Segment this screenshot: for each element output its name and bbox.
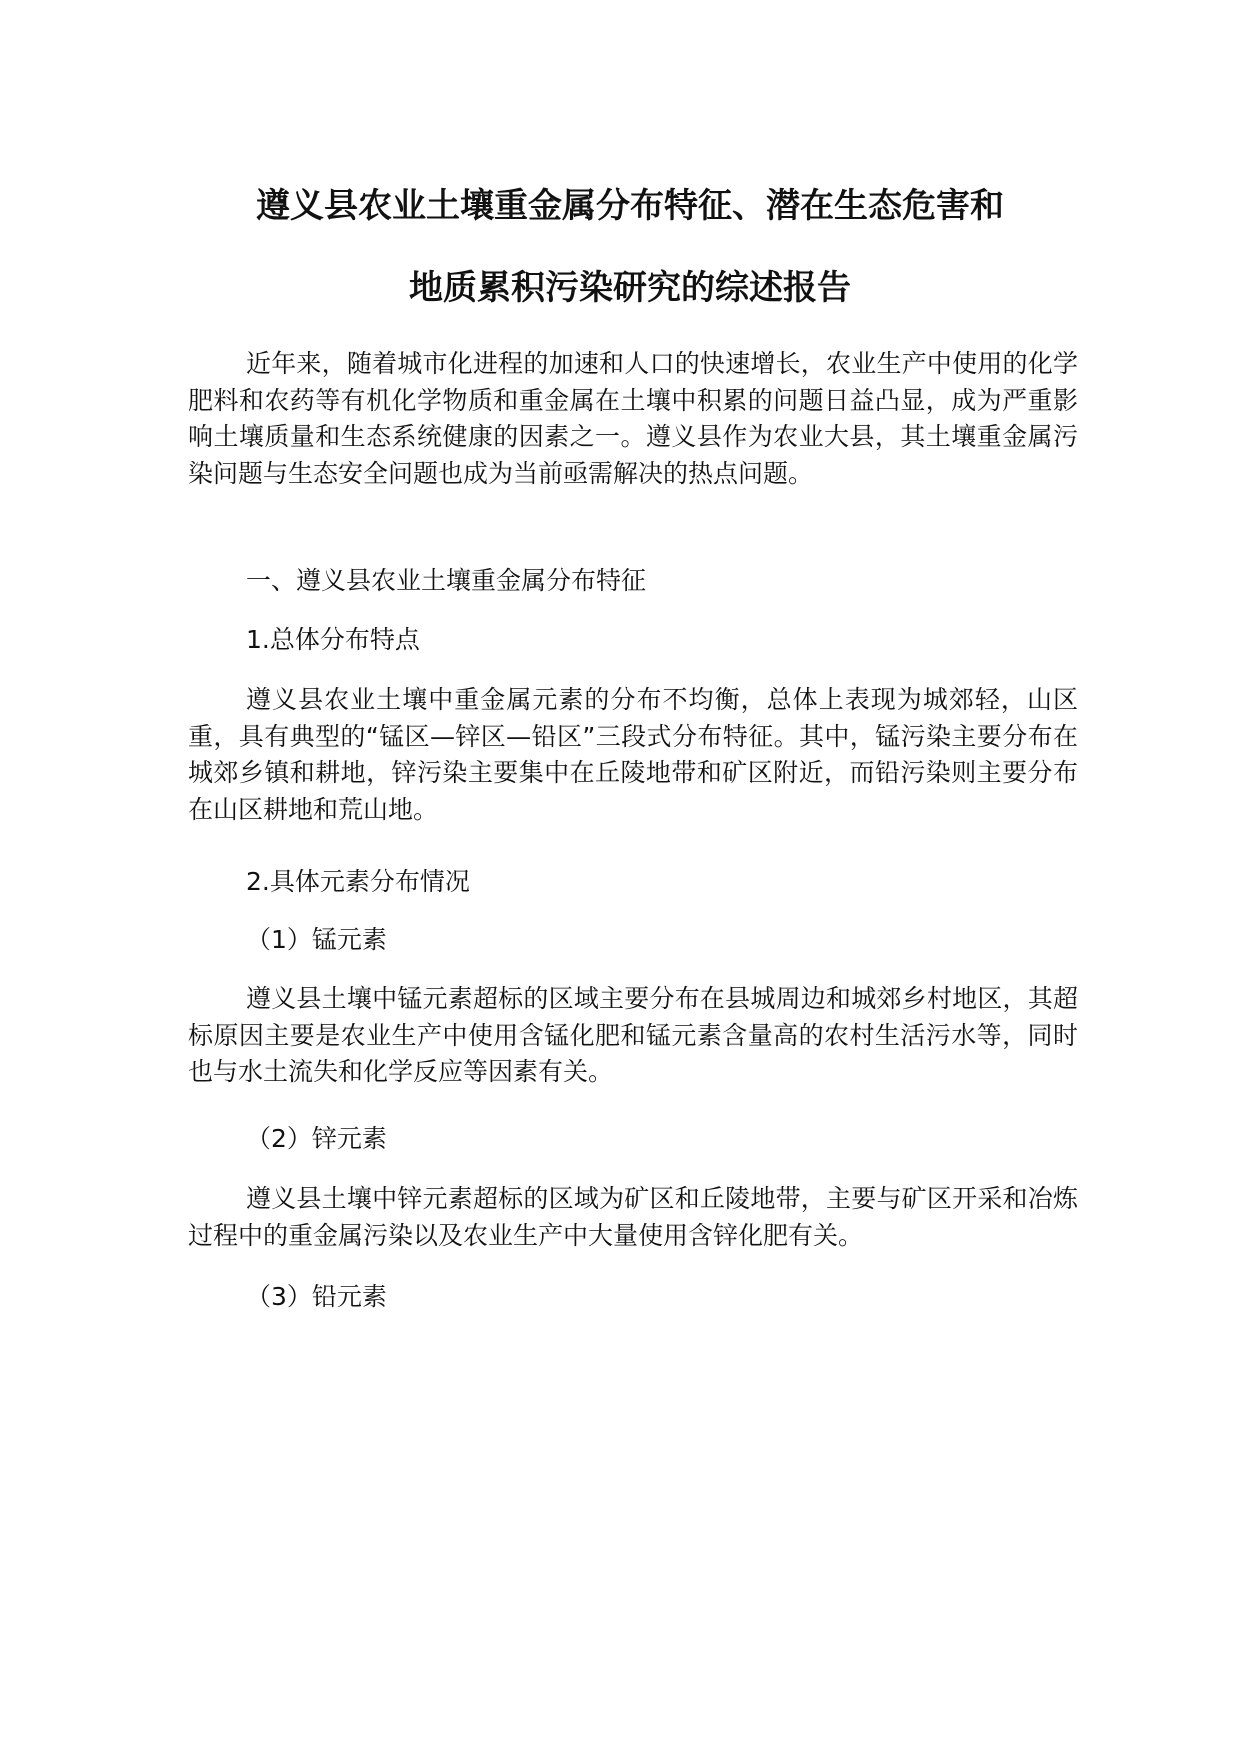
lead-heading: （3）铅元素 — [246, 1282, 387, 1311]
intro-paragraph: 近年来，随着城市化进程的加速和人口的快速增长，农业生产中使用的化学肥料和农药等有机化学物质和重金属在土壤中积累的问题日益凸显，成为严重影响土壤质量和生态系统健康的因素之一。遵义县作为农业大县，其土壤重金属污染问题与生态安全问题也成为当前亟需解决的热点问题。 — [188, 349, 1078, 488]
manganese-heading: （1）锰元素 — [246, 925, 387, 954]
document-title-line-2: 地质累积污染研究的综述报告 — [409, 268, 851, 308]
document-title-line-1: 遵义县农业土壤重金属分布特征、潜在生态危害和 — [256, 186, 1004, 226]
manganese-paragraph: 遵义县土壤中锰元素超标的区域主要分布在县城周边和城郊乡村地区，其超标原因主要是农业生产中使用含锰化肥和锰元素含量高的农村生活污水等，同时也与水土流失和化学反应等因素有关。 — [188, 984, 1078, 1086]
section-heading-1: 一、遵义县农业土壤重金属分布特征 — [246, 566, 647, 595]
zinc-paragraph: 遵义县土壤中锌元素超标的区域为矿区和丘陵地带，主要与矿区开采和冶炼过程中的重金属污染以及农业生产中大量使用含锌化肥有关。 — [188, 1184, 1078, 1250]
zinc-heading: （2）锌元素 — [246, 1124, 387, 1153]
subsection-heading-overall: 1.总体分布特点 — [246, 625, 420, 654]
subsection-heading-elements: 2.具体元素分布情况 — [246, 867, 470, 896]
overall-distribution-paragraph: 遵义县农业土壤中重金属元素的分布不均衡，总体上表现为城郊轻，山区重，具有典型的“锰区—锌区—铅区”三段式分布特征。其中，锰污染主要分布在城郊乡镇和耕地，锌污染主要集中在丘陵地带和矿区附近，而铅污染则主要分布在山区耕地和荒山地。 — [188, 685, 1078, 824]
